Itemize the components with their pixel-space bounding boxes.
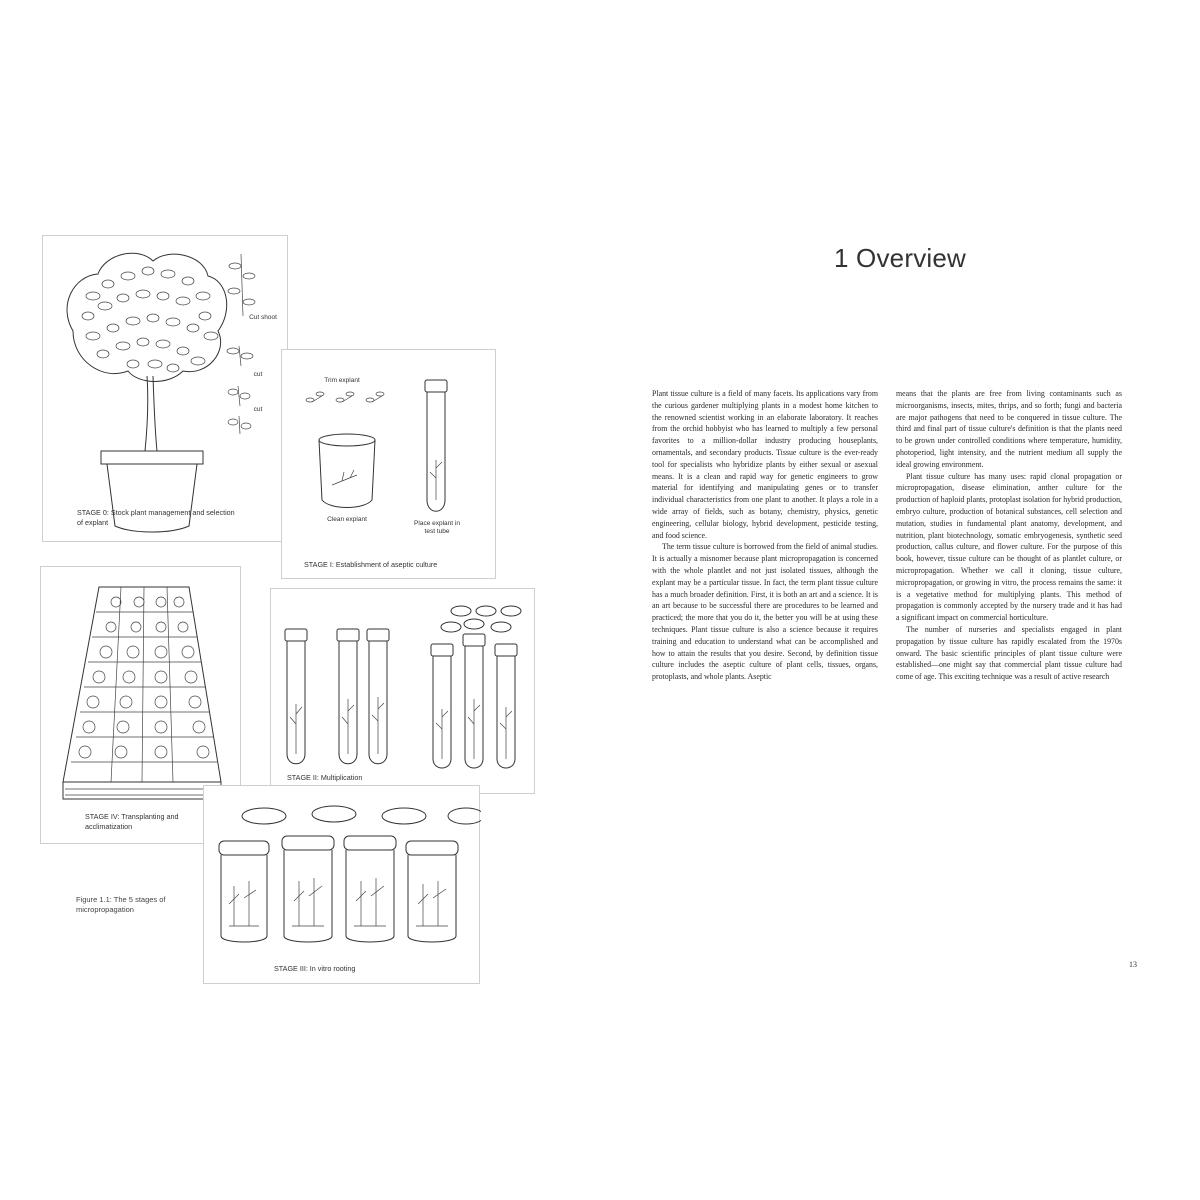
cut-shoot-label: Cut shoot — [249, 314, 277, 321]
stage1-caption: STAGE I: Establishment of aseptic culture — [304, 560, 438, 569]
paragraph: The term tissue culture is borrowed from the field of animal studies. It is actually a misnomer because plant micropropagation is concerned with the whole plantlet and not just isolated tissues, although the explant may be a particular tissue. In fact, the term plant tissue culture has a much broader definition. First, it is both an art and a science. It is an art because to be successful there are procedures to be learned and practiced; the more that you do it, the better you will be at using these techniques. Plant tissue culture is also a science because it requires training and education to understand what can be accomplished and how to attain the results that you desire. Second, by definition tissue culture includes the aseptic culture of plant cells, tissues, organs, protoplasts, and whole plants. Aseptic — [652, 542, 878, 682]
paragraph: means that the plants are free from living contaminants such as microorganisms, insects, mites, thrips, and so forth; fungi and bacteria are major pathogens that need to be conquered in tissue culture. The third and final part of tissue culture's definition is that the plants need to be grown under controlled conditions where temperature, humidity, photoperiod, light intensity, and the nutrient medium all supply the ideal growing environment. — [896, 389, 1122, 469]
text-column-left — [652, 388, 878, 683]
trim-explant-label: Trim explant — [324, 377, 360, 384]
stage0-illustration — [43, 236, 289, 543]
cut-label-1: cut — [253, 371, 263, 378]
stage3-panel — [203, 785, 480, 984]
paragraph: Plant tissue culture is a field of many facets. Its applications vary from the curious gardener multiplying plants in a modest home kitchen to the renowned scientist working in an elaborate laboratory. It reaches from the orchid hobbyist who has learned to multiply a few personal favorites to a million-dollar industry producing houseplants, ornamentals, and secondary products. Tissue culture is the ever-ready tool for specialists who hybridize plants by either sexual or asexual means. It is a clean and rapid way for genetic engineers to grow material for identifying and manipulating genes or to transfer individual characteristics from one plant to another. It plays a role in a wide array of fields, such as botany, chemistry, physics, genetic engineering, cellular biology, hybrid development, pesticide testing, and food science. — [652, 389, 878, 540]
paragraph: The number of nurseries and specialists engaged in plant propagation by tissue culture has rapidly escalated from the 1970s onward. The basic scientific principles of plant tissue culture were established—one might say that commercial plant tissue culture had come of age. This exciting technique was a result of active research — [896, 624, 1122, 682]
figure-caption: Figure 1.1: The 5 stages of micropropagation — [76, 895, 166, 914]
paragraph: Plant tissue culture has many uses: rapid clonal propagation or micropropagation, disease elimination, anther culture for the production of haploid plants, protoplast isolation for hybrid production, embryo culture, production of botanical substances, cell selection and mutation, studies in fundamental plant anatomy, development, and nutrition, plant biotechnology, somatic embryogenesis, synthetic seed production, callus culture, and flower culture. For the purpose of this book, however, tissue culture can be thought of as plantlet culture, or micropropagation. Whether we call it cloning, tissue culture, micropropagation, or growing in vitro, the process remains the same: it is a vegetative method for multiplying plants. This method of propagation is commonly accepted by the nursery trade and it has had a significant impact on commercial horticulture. — [896, 471, 1122, 623]
stage4-caption: STAGE IV: Transplanting and acclimatization — [85, 812, 179, 831]
stage2-caption: STAGE II: Multiplication — [287, 773, 363, 782]
page-number: 13 — [1129, 960, 1137, 969]
stage3-caption: STAGE III: In vitro rooting — [274, 964, 356, 973]
stage1-panel — [281, 349, 496, 579]
stage0-panel — [42, 235, 288, 542]
stage0-caption: STAGE 0: Stock plant management and selection of explant — [77, 508, 235, 527]
chapter-title: 1 Overview — [833, 243, 967, 273]
clean-explant-label: Clean explant — [327, 516, 367, 523]
place-explant-label: Place explant in test tube — [414, 520, 460, 535]
stage3-illustration — [204, 786, 481, 985]
stage2-panel — [270, 588, 535, 794]
text-column-right — [896, 388, 1122, 683]
stage2-illustration — [271, 589, 536, 795]
cut-label-2: cut — [253, 406, 263, 413]
